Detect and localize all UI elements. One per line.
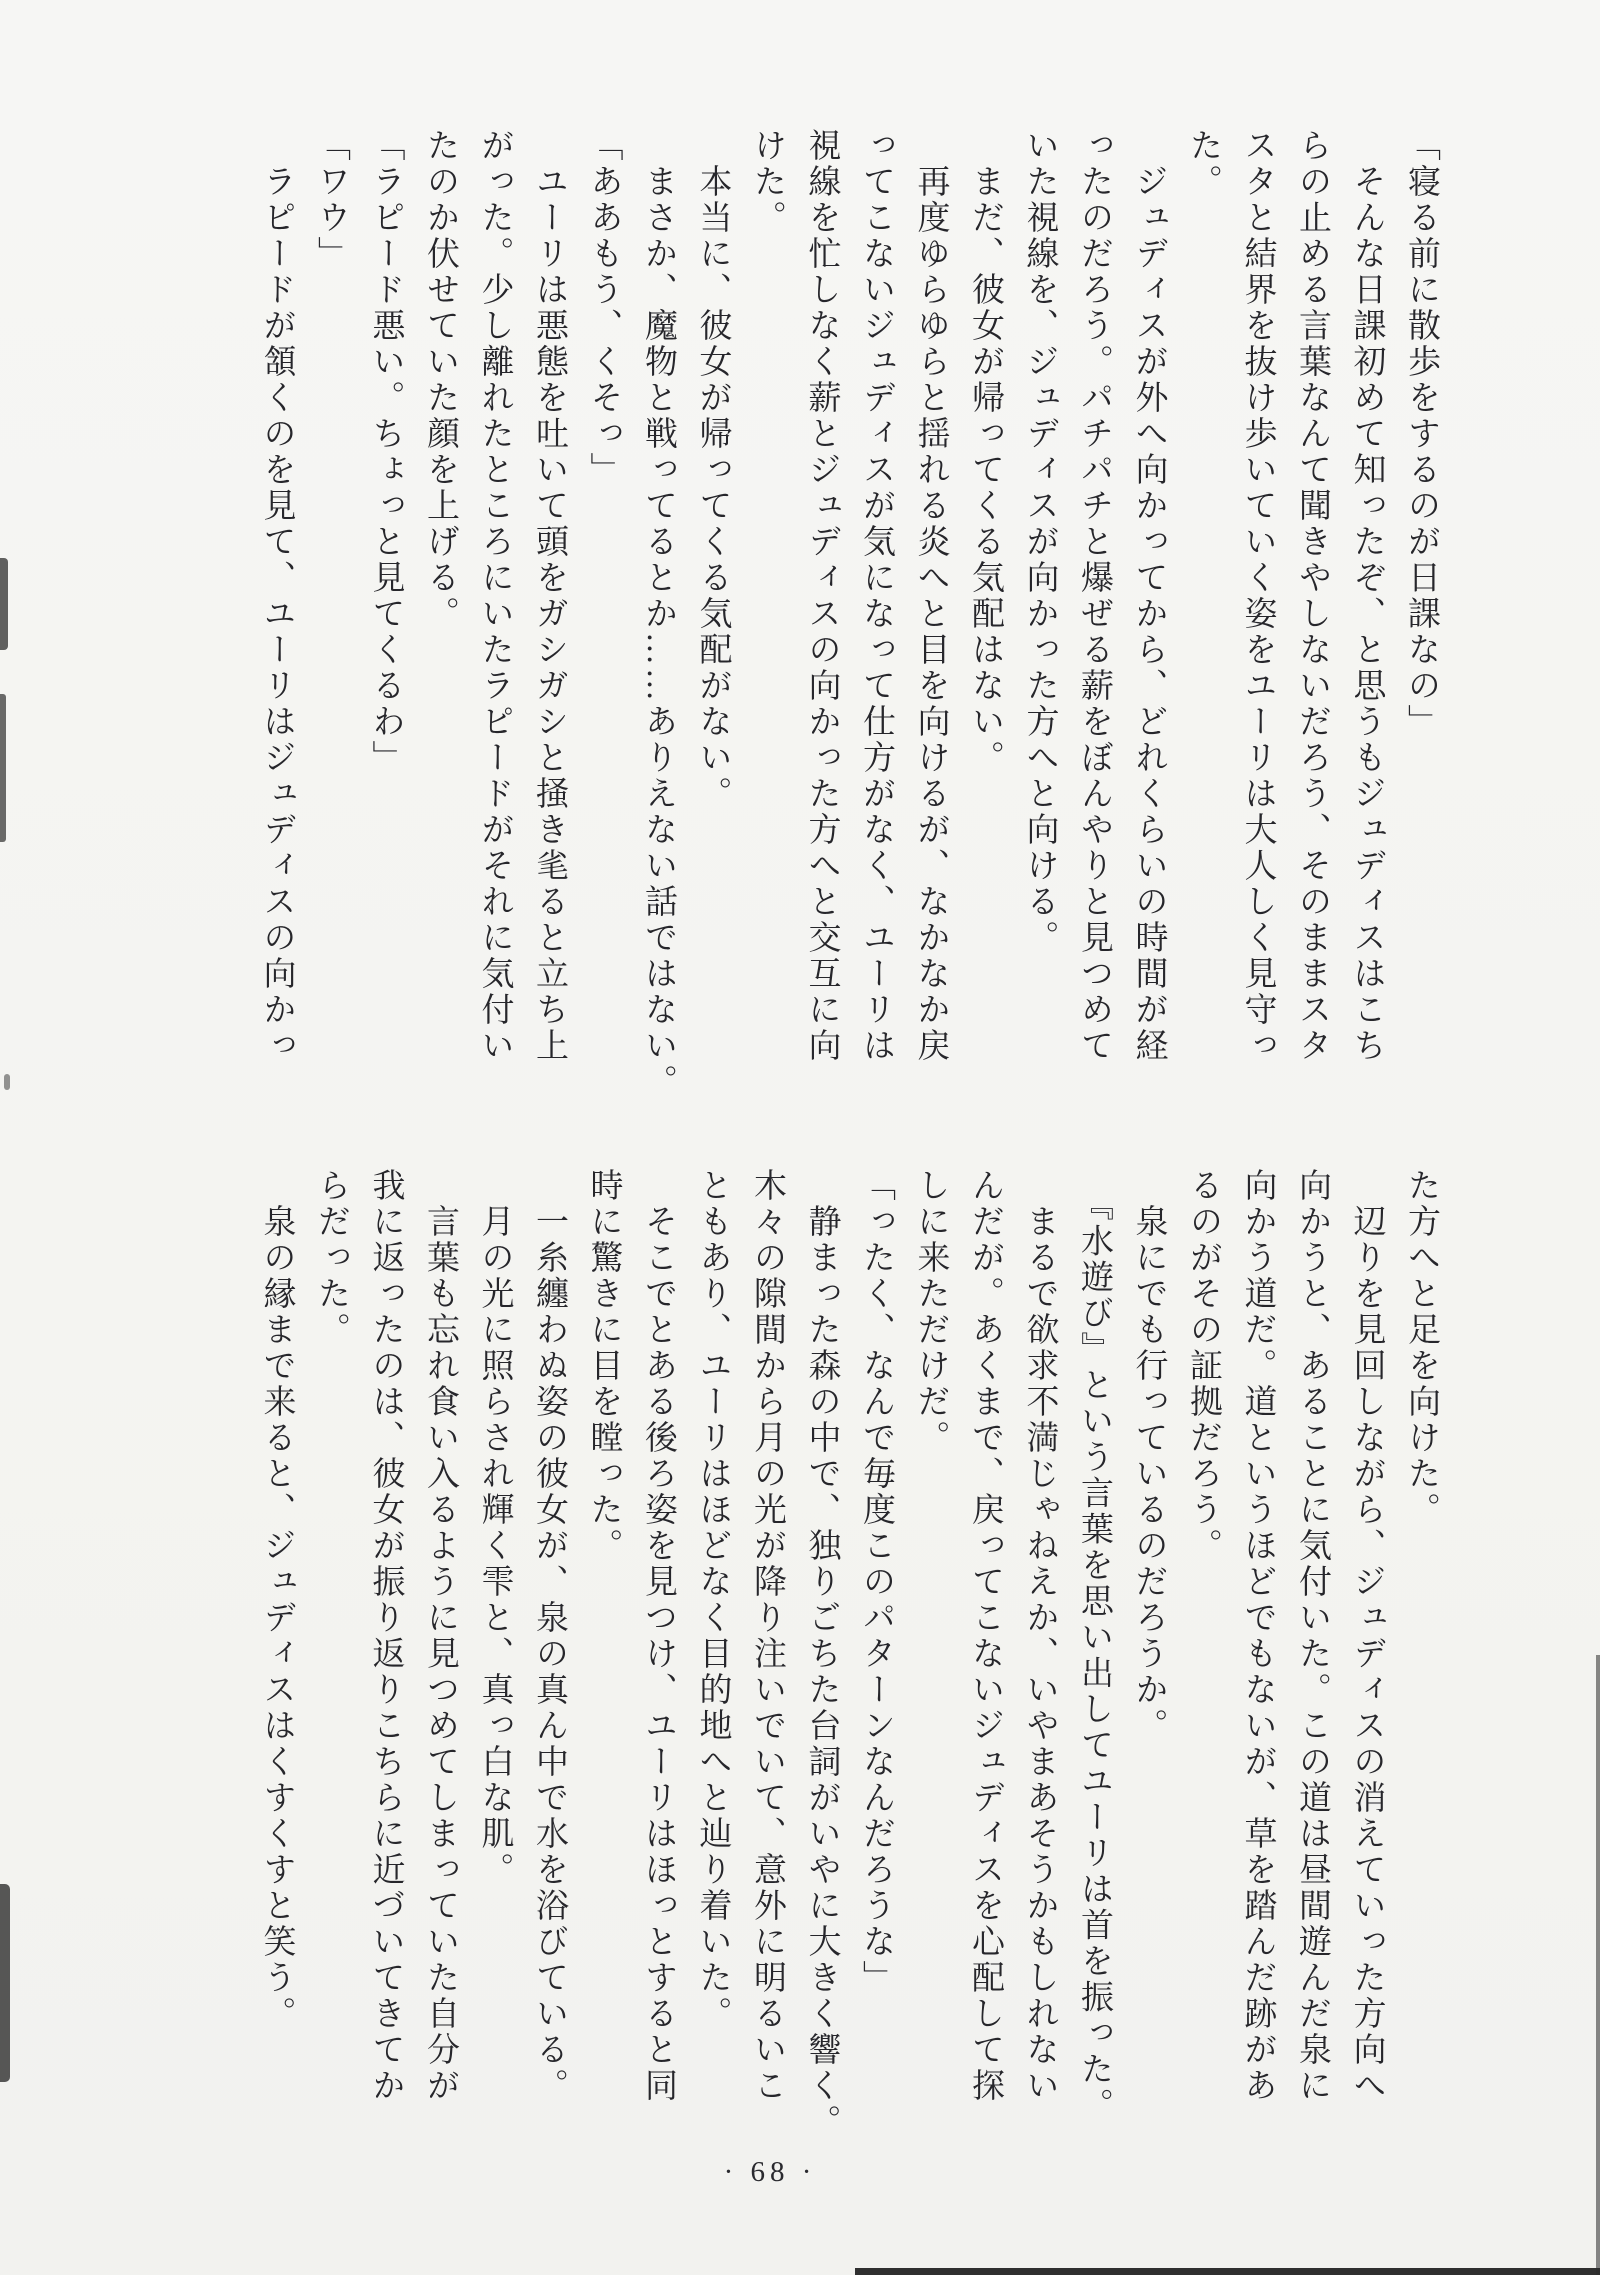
text-line: 「ったく、なんで毎度このパターンなんだろうな」 [858,1168,894,1996]
scan-edge-line [855,2268,1600,2275]
text-line: しに来ただけだ。 [912,1168,949,1456]
scan-smudge [0,1884,10,2082]
text-line: 向かう道だ。道というほどでもないが、草を踏んだ跡があ [1239,1168,1276,2104]
text-line: 「ラピード悪い。ちょっと見てくるわ」 [367,128,404,776]
text-line: スタと結界を抜け歩いていく姿をユーリは大人しく見守っ [1239,128,1276,1064]
text-line: けた。 [749,128,785,236]
text-line: 月の光に照らされ輝く雫と、真っ白な肌。 [476,1168,513,1888]
text-line: 辺りを見回しながら、ジュディスの消えていった方向へ [1348,1168,1385,2104]
scan-edge-line [1596,1655,1600,2275]
text-line: 再度ゆらゆらと揺れる炎へと目を向けるが、なかなか戻 [912,128,949,1064]
text-line: るのがその証拠だろう。 [1185,1168,1221,1564]
text-line: 時に驚きに目を瞠った。 [585,1168,622,1564]
text-line: 泉の縁まで来ると、ジュディスはくすくすと笑う。 [258,1168,295,2032]
text-line: 「寝る前に散歩をするのが日課なの」 [1403,128,1439,740]
text-line: ともあり、ユーリはほどなく目的地へと辿り着いた。 [694,1168,731,2032]
top-text-block [249,128,1448,1100]
text-line: 向かうと、あることに気付いた。この道は昼間遊んだ泉に [1294,1168,1330,2104]
scan-smudge [0,558,8,650]
text-line: 一糸纏わぬ姿の彼女が、泉の真ん中で水を浴びている。 [531,1168,567,2104]
text-line: た方へと足を向けた。 [1403,1168,1439,1528]
text-line: 視線を忙しなく薪とジュディスの向かった方へと交互に向 [803,128,840,1064]
text-line: 言葉も忘れ食い入るように見つめてしまっていた自分が [422,1168,458,2104]
text-line: 静まった森の中で、独りごちた台詞がいやに大きく響く。 [803,1168,840,2140]
text-line: そんな日課初めて知ったぞ、と思うもジュディスはこち [1348,128,1385,1064]
text-line: まだ、彼女が帰ってくる気配はない。 [967,128,1003,776]
text-line: ジュディスが外へ向かってから、どれくらいの時間が経 [1130,128,1167,1064]
text-line: んだが。あくまで、戻ってこないジュディスを心配して探 [967,1168,1003,2104]
text-line: まさか、魔物と戦ってるとか……ありえない話ではない。 [640,128,676,1100]
bottom-text-block [249,1168,1448,2140]
text-line: そこでとある後ろ姿を見つけ、ユーリはほっとすると同 [640,1168,676,2104]
text-line: 『水遊び』という言葉を思い出してユーリは首を振った。 [1076,1168,1112,2124]
text-line: いた視線を、ジュディスが向かった方へと向ける。 [1021,128,1058,956]
text-line: 「ワウ」 [313,128,349,272]
scan-smudge [0,694,6,842]
text-line: らだった。 [313,1168,349,1348]
text-line: まるで欲求不満じゃねえか、いやまあそうかもしれない [1021,1168,1058,2104]
scan-smudge [4,1074,10,1090]
text-line: 「ああもう、くそっ」 [585,128,622,488]
text-line: たのか伏せていた顔を上げる。 [422,128,458,632]
text-line: 木々の隙間から月の光が降り注いでいて、意外に明るいこ [749,1168,785,2104]
text-line: ったのだろう。パチパチと爆ぜる薪をぼんやりと見つめて [1076,128,1112,1064]
text-line: がった。少し離れたところにいたラピードがそれに気付い [476,128,513,1064]
text-line: 本当に、彼女が帰ってくる気配がない。 [694,128,731,812]
page-number: · 68 · [723,2156,817,2188]
text-line: ってこないジュディスが気になって仕方がなく、ユーリは [858,128,894,1064]
text-line: らの止める言葉なんて聞きやしないだろう、そのままスタ [1294,128,1330,1064]
text-line: ユーリは悪態を吐いて頭をガシガシと掻き毟ると立ち上 [531,128,567,1064]
text-line: ラピードが頷くのを見て、ユーリはジュディスの向かっ [258,128,295,1064]
text-line: 泉にでも行っているのだろうか。 [1130,1168,1167,1744]
text-line: た。 [1185,128,1221,200]
text-line: 我に返ったのは、彼女が振り返りこちらに近づいてきてか [367,1168,404,2104]
